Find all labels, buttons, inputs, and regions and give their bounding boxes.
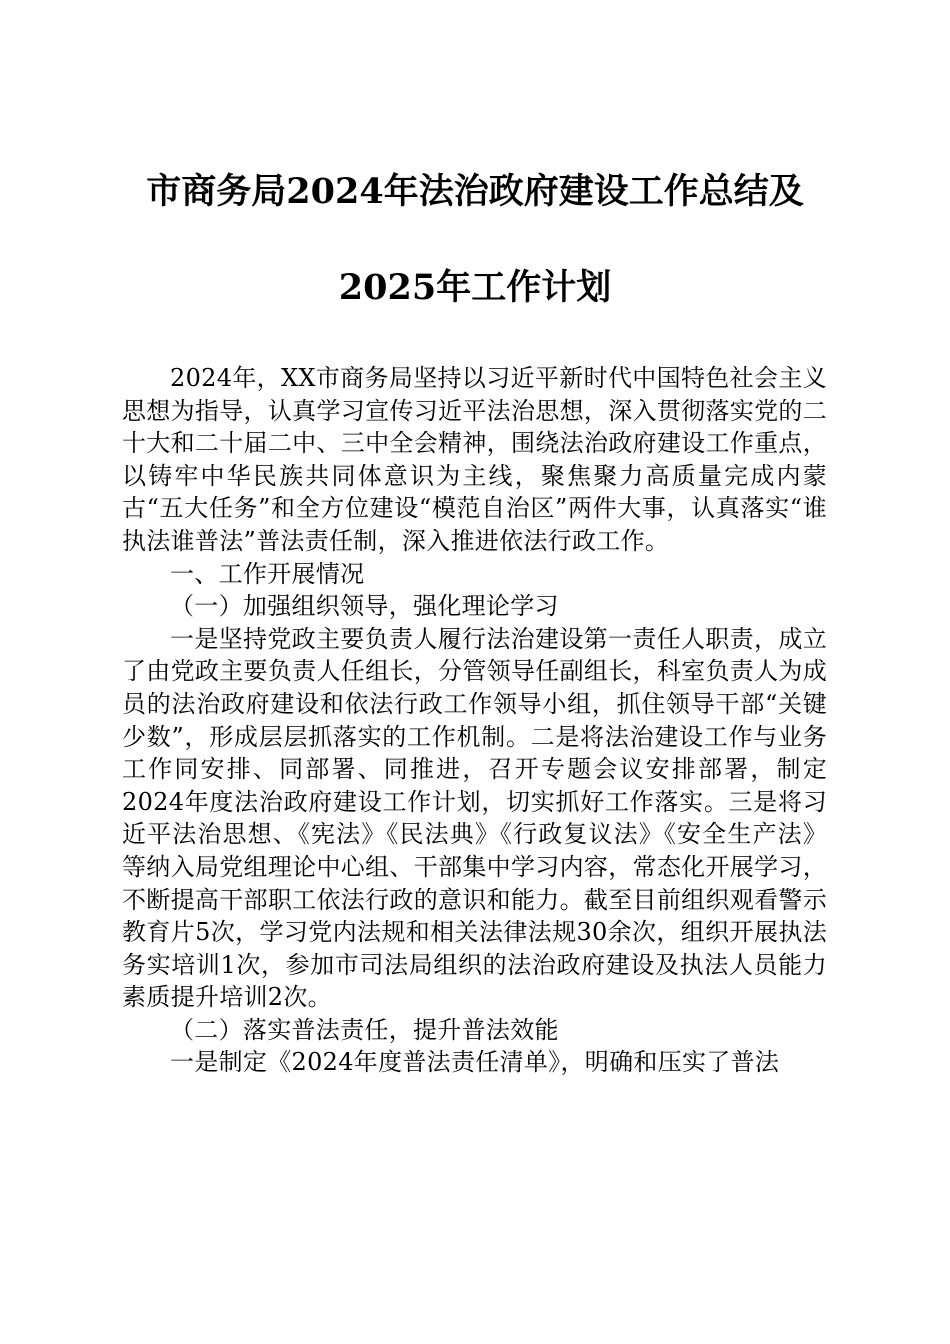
section-heading-1: 一、工作开展情况 — [170, 559, 365, 588]
subsection-2-paragraph: 一是制定《2024年度普法责任清单》，明确和压实了普法 — [170, 1048, 780, 1077]
subsection-heading-1: （一）加强组织领导，强化理论学习 — [170, 592, 559, 621]
intro-paragraph: 2024年，XX市商务局坚持以习近平新时代中国特色社会主义思想为指导，认真学习宣传习近平法治思想，深入贯彻落实党的二十大和二十届二中、三中全会精神，围绕法治政府建设工作重点，以铸牢中华民族共同体意识为主线，聚焦聚力高质量完成内蒙古“五大任务”和全方位建设“模范自治区”两件大事，认真落实“谁执法谁普法”普法责任制，深入推进依法行政工作。 — [122, 364, 827, 555]
subsection-1-paragraph: 一是坚持党政主要负责人履行法治建设第一责任人职责，成立了由党政主要负责人任组长，分管领导任副组长，科室负责人为成员的法治政府建设和依法行政工作领导小组，抓住领导干部“关键少数”，形成层层抓落实的工作机制。二是将法治建设工作与业务工作同安排、同部署、同推进，召开专题会议安排部署，制定2024年度法治政府建设工作计划，切实抓好工作落实。三是将习近平法治思想、《宪法》《民法典》《行政复议法》《安全生产法》等纳入局党组理论中心组、干部集中学习内容，常态化开展学习，不断提高干部职工依法行政的意识和能力。截至目前组织观看警示教育片5次，学习党内法规和相关法律法规30余次，组织开展执法务实培训1次，参加市司法局组织的法治政府建设及执法人员能力素质提升培训2次。 — [122, 624, 827, 1012]
document-title-line-1: 市商务局2024年法治政府建设工作总结及 — [146, 171, 804, 212]
document-body — [122, 362, 827, 1079]
document-title-line-2: 2025年工作计划 — [338, 267, 612, 308]
subsection-heading-2: （二）落实普法责任，提升普法效能 — [170, 1015, 559, 1044]
